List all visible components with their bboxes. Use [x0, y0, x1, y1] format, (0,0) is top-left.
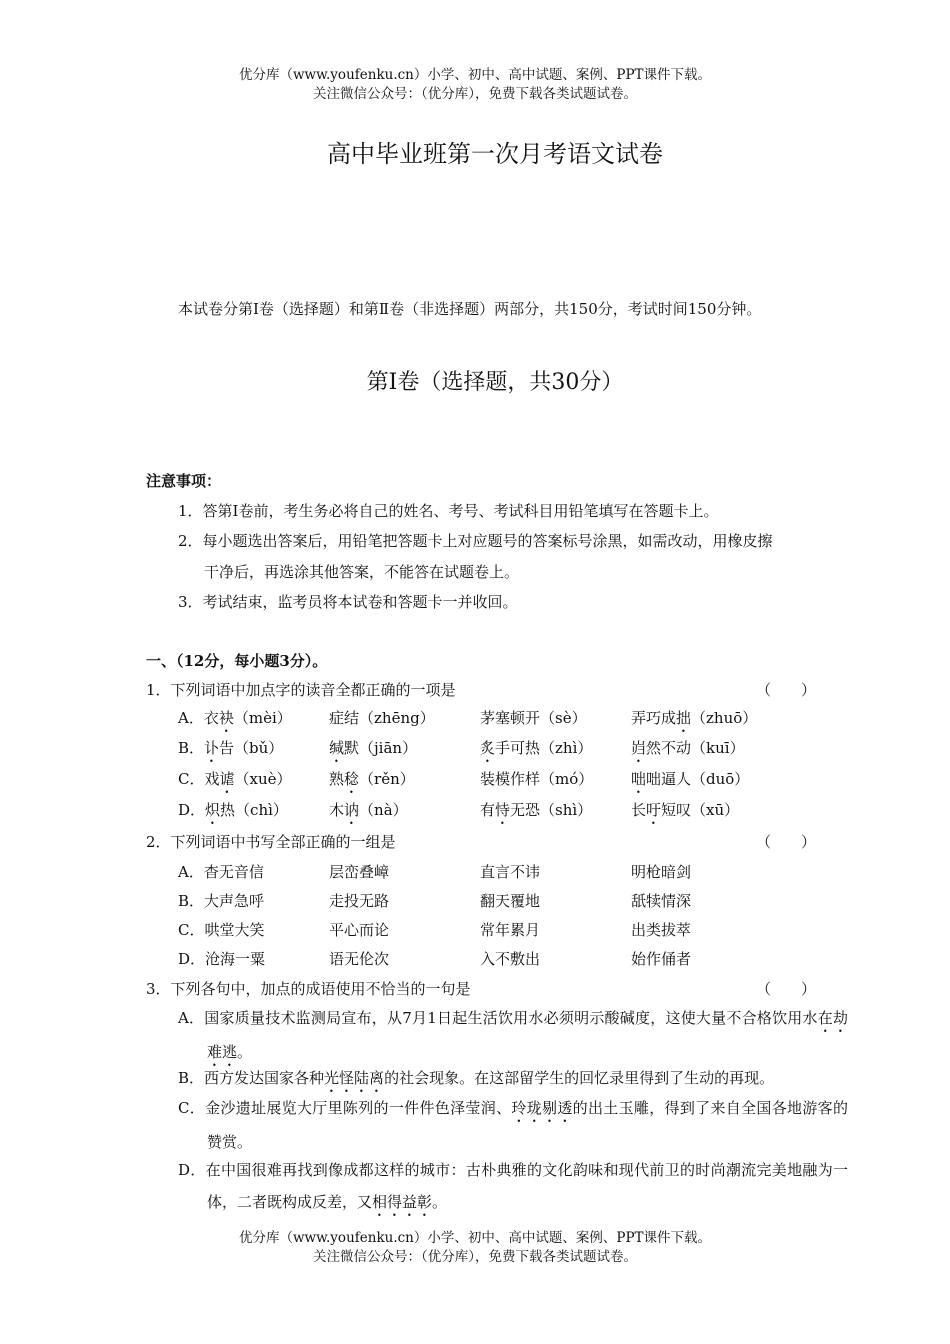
- intro-text: 本试卷分第Ⅰ卷（选择题）和第Ⅱ卷（非选择题）两部分，共150分，考试时间150分钟。: [178, 300, 762, 318]
- q2-option-row: A．杳无音信 层峦叠嶂 直言不讳 明枪暗剑: [178, 863, 692, 881]
- q3-option: D．在中国很难再找到像成都这样的城市：古朴典雅的文化韵味和现代前卫的时尚潮流完美地融为一体，二者既构成反差，又相得益彰。: [178, 1161, 848, 1211]
- q2-option-row: C．哄堂大笑 平心而论 常年累月 出类拔萃: [178, 921, 692, 939]
- question-2-stem: 2．下列词语中书写全部正确的一组是: [146, 833, 396, 851]
- header-line-1: 优分库（www.youfenku.cn）小学、初中、高中试题、案例、PPT课件下载。: [238, 67, 712, 83]
- note-item-continued: 干净后，再选涂其他答案，不能答在试题卷上。: [204, 563, 520, 581]
- question-1-stem: 1．下列词语中加点字的读音全都正确的一项是: [146, 681, 456, 699]
- q2-option-row: D．沧海一粟 语无伦次 入不敷出 始作俑者: [178, 950, 692, 968]
- q1-option-row: D．炽热（chì） 木讷（nà） 有恃无恐（shì） 长吁短叹（xū）: [178, 801, 740, 819]
- note-item: 3．考试结束，监考员将本试卷和答题卡一并收回。: [178, 593, 518, 611]
- q3-option: A．国家质量技术监测局宣布，从7月1日起生活饮用水必须明示酸碱度，这使大量不合格饮用水在劫难逃。: [178, 1009, 848, 1061]
- section-one-heading: 一、（12分，每小题3分）。: [146, 652, 328, 670]
- q2-option-row: B．大声急呼 走投无路 翻天覆地 舐犊情深: [178, 892, 692, 910]
- answer-paren: （ ）: [756, 681, 817, 699]
- note-item: 1．答第Ⅰ卷前，考生务必将自己的姓名、考号、考试科目用铅笔填写在答题卡上。: [178, 502, 719, 520]
- answer-paren: （ ）: [756, 980, 817, 998]
- answer-paren: （ ）: [756, 833, 817, 851]
- note-item: 2．每小题选出答案后，用铅笔把答题卡上对应题号的答案标号涂黑，如需改动，用橡皮擦: [178, 532, 773, 550]
- q1-option-row: B．讣告（bǔ） 缄默（jiān） 炙手可热（zhì） 岿然不动（kuī）: [178, 739, 745, 757]
- q1-option-row: C．戏谑（xuè） 熟稔（rěn） 装模作样（mó） 咄咄逼人（duō）: [178, 770, 750, 788]
- footer-line-2: 关注微信公众号：（优分库），免费下载各类试题试卷。: [313, 1249, 637, 1265]
- page-title: 高中毕业班第一次月考语文试卷: [327, 140, 663, 168]
- footer-line-1: 优分库（www.youfenku.cn）小学、初中、高中试题、案例、PPT课件下载。: [238, 1230, 712, 1246]
- q1-option-row: A．衣袂（mèi） 症结（zhēng） 茅塞顿开（sè） 弄巧成拙（zhuō）: [178, 709, 758, 727]
- part-one-title: 第Ⅰ卷（选择题，共30分）: [366, 370, 624, 395]
- header-line-2: 关注微信公众号：（优分库），免费下载各类试题试卷。: [313, 86, 637, 102]
- q3-option: C．金沙遗址展览大厅里陈列的一件件色泽莹润、玲珑剔透的出土玉雕，得到了来自全国各地游客的赞赏。: [178, 1099, 848, 1151]
- q3-option: B．西方发达国家各种光怪陆离的社会现象。在这部留学生的回忆录里得到了生动的再现。: [178, 1069, 775, 1087]
- notes-heading: 注意事项：: [146, 472, 222, 490]
- question-3-stem: 3．下列各句中，加点的成语使用不恰当的一句是: [146, 980, 471, 998]
